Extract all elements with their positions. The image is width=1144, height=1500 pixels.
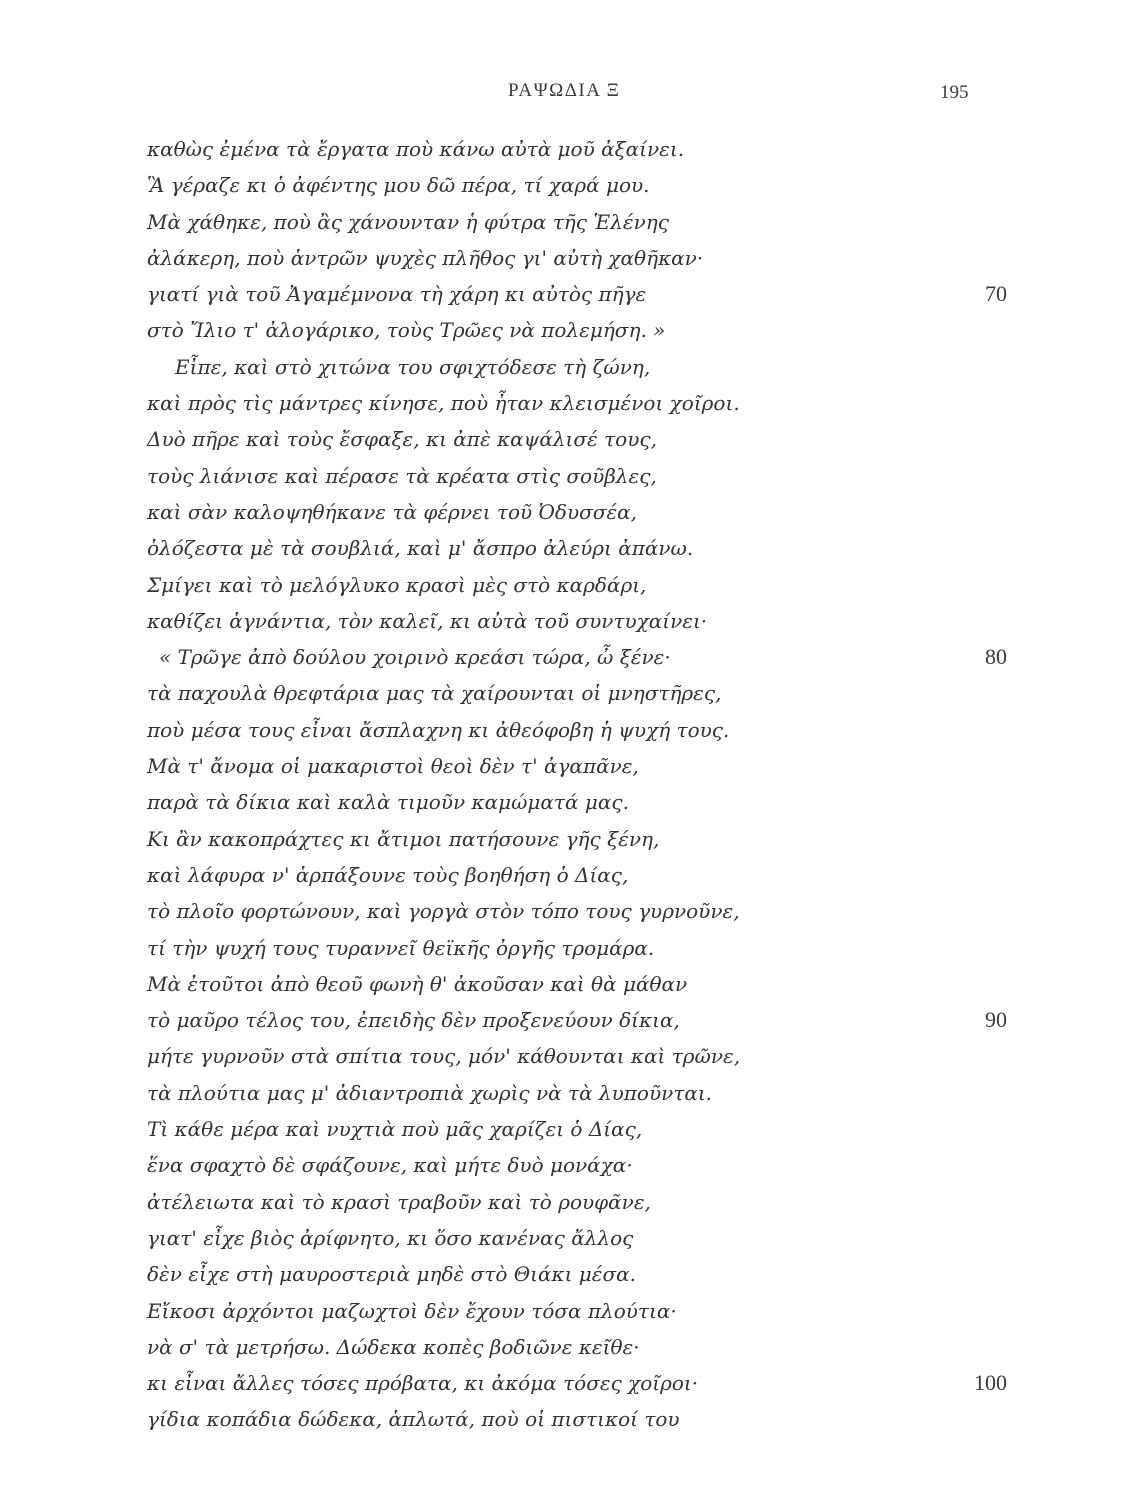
verse-text: Δυὸ πῆρε καὶ τοὺς ἔσφαξε, κι ἀπὲ καψάλισέ τους, (147, 427, 657, 452)
running-head (0, 80, 1144, 110)
verse-text: « Τρῶγε ἀπὸ δούλου χοιρινὸ κρεάσι τώρα, ὦ ξένε· (159, 645, 671, 670)
verse-line (147, 421, 1007, 457)
verse-line (147, 1111, 1007, 1147)
line-number: 100 (974, 1370, 1007, 1396)
verse-text: τοὺς λιάνισε καὶ πέρασε τὰ κρέατα στὶς σοῦβλες, (147, 463, 657, 488)
verse-line (147, 240, 1007, 276)
verse-text: ὁλόζεστα μὲ τὰ σουβλιά, καὶ μ' ἄσπρο ἀλεύρι ἀπάνω. (147, 536, 694, 561)
verse-line (147, 349, 1007, 385)
verse-line (147, 567, 1007, 603)
verse-text: τί τὴν ψυχή τους τυραννεῖ θεϊκῆς ὀργῆς τρομάρα. (147, 935, 655, 960)
verse-line (147, 1293, 1007, 1329)
verse-line (147, 385, 1007, 421)
verse-line (147, 458, 1007, 494)
verse-text: Σμίγει καὶ τὸ μελόγλυκο κρασὶ μὲς στὸ καρδάρι, (147, 572, 647, 597)
verse-line (147, 639, 1007, 675)
verse-line (147, 603, 1007, 639)
verse-text: Μὰ τ' ἄνομα οἱ μακαριστοὶ θεοὶ δὲν τ' ἀγαπᾶνε, (147, 754, 639, 779)
verse-text: παρὰ τὰ δίκια καὶ καλὰ τιμοῦν καμώματά μας. (147, 790, 629, 815)
verse-text: ἕνα σφαχτὸ δὲ σφάζουνε, καὶ μήτε δυὸ μονάχα· (147, 1153, 633, 1178)
verse-text: τὸ πλοῖο φορτώνουν, καὶ γοργὰ στὸν τόπο τους γυρνοῦνε, (147, 899, 740, 924)
verse-text: γίδια κοπάδια δώδεκα, ἁπλωτά, ποὺ οἱ πιστικοί του (147, 1407, 680, 1432)
verse-line (147, 131, 1007, 167)
verse-text: ποὺ μέσα τους εἶναι ἄσπλαχνη κι ἀθεόφοβη ἡ ψυχή τους. (147, 717, 730, 742)
verse-line (147, 1184, 1007, 1220)
verse-line (147, 1038, 1007, 1074)
verse-line (147, 893, 1007, 929)
verse-line (147, 748, 1007, 784)
verse-text: τὰ πλούτια μας μ' ἀδιαντροπιὰ χωρὶς νὰ τὰ λυποῦνται. (147, 1080, 713, 1105)
verse-line (147, 966, 1007, 1002)
verse-text: Κι ἂν κακοπράχτες κι ἄτιμοι πατήσουνε γῆς ξένη, (147, 826, 660, 851)
verse-text: Μὰ ἐτοῦτοι ἀπὸ θεοῦ φωνὴ θ' ἀκοῦσαν καὶ θὰ μάθαν (147, 971, 688, 996)
verse-text: τὰ παχουλὰ θρεφτάρια μας τὰ χαίρουνται οἱ μνηστῆρες, (147, 681, 722, 706)
verse-line (147, 312, 1007, 348)
verse-line (147, 1147, 1007, 1183)
chapter-title: ΡΑΨΩΔΙΑ Ξ (508, 80, 621, 101)
verse-line (147, 1075, 1007, 1111)
verse-text: καὶ λάφυρα ν' ἁρπάξουνε τοὺς βοηθήση ὁ Δίας, (147, 862, 629, 887)
verse-block (147, 131, 1007, 1438)
verse-line (147, 530, 1007, 566)
verse-line (147, 1365, 1007, 1401)
verse-text: Ἃ γέραζε κι ὁ ἀφέντης μου δῶ πέρα, τί χαρά μου. (147, 173, 650, 198)
verse-line (147, 675, 1007, 711)
verse-line (147, 494, 1007, 530)
line-number: 80 (985, 644, 1007, 670)
verse-text: ἀτέλειωτα καὶ τὸ κρασὶ τραβοῦν καὶ τὸ ρουφᾶνε, (147, 1189, 651, 1214)
verse-text: στὸ Ἴλιο τ' ἀλογάρικο, τοὺς Τρῶες νὰ πολεμήση. » (147, 318, 666, 343)
verse-text: γιατ' εἶχε βιὸς ἀρίφνητο, κι ὅσο κανένας ἄλλος (147, 1225, 634, 1250)
verse-line (147, 204, 1007, 240)
verse-line (147, 930, 1007, 966)
verse-text: Εἴκοσι ἀρχόντοι μαζωχτοὶ δὲν ἔχουν τόσα πλούτια· (147, 1298, 677, 1323)
verse-text: νὰ σ' τὰ μετρήσω. Δώδεκα κοπὲς βοδιῶνε κεῖθε· (147, 1334, 640, 1359)
verse-line (147, 1329, 1007, 1365)
verse-line (147, 167, 1007, 203)
verse-line (147, 784, 1007, 820)
page-number: 195 (940, 82, 969, 103)
verse-text: γιατί γιὰ τοῦ Ἀγαμέμνονα τὴ χάρη κι αὐτὸς πῆγε (147, 282, 647, 307)
verse-text: Μὰ χάθηκε, ποὺ ἂς χάνουνταν ἡ φύτρα τῆς Ἑλένης (147, 209, 669, 234)
verse-text: καὶ σὰν καλοψηθήκανε τὰ φέρνει τοῦ Ὀδυσσέα, (147, 499, 638, 524)
verse-line (147, 821, 1007, 857)
line-number: 90 (985, 1007, 1007, 1033)
verse-text: καθίζει ἀγνάντια, τὸν καλεῖ, κι αὐτὰ τοῦ συντυχαίνει· (147, 608, 708, 633)
verse-text: καὶ πρὸς τὶς μάντρες κίνησε, ποὺ ἦταν κλεισμένοι χοῖροι. (147, 391, 740, 416)
verse-text: Τὶ κάθε μέρα καὶ νυχτιὰ ποὺ μᾶς χαρίζει ὁ Δίας, (147, 1117, 643, 1142)
verse-text: ἀλάκερη, ποὺ ἀντρῶν ψυχὲς πλῆθος γι' αὐτὴ χαθῆκαν· (147, 245, 704, 270)
line-number: 70 (985, 281, 1007, 307)
verse-line (147, 1401, 1007, 1437)
verse-text: δὲν εἶχε στὴ μαυροστεριὰ μηδὲ στὸ Θιάκι μέσα. (147, 1262, 637, 1287)
verse-text: καθὼς ἐμένα τὰ ἔργατα ποὺ κάνω αὐτὰ μοῦ ἀξαίνει. (147, 137, 685, 161)
verse-line (147, 1220, 1007, 1256)
verse-text: Εἶπε, καὶ στὸ χιτώνα του σφιχτόδεσε τὴ ζώνη, (175, 354, 651, 379)
verse-line (147, 1002, 1007, 1038)
verse-line (147, 276, 1007, 312)
verse-text: τὸ μαῦρο τέλος του, ἐπειδὴς δὲν προξενεύουν δίκια, (147, 1008, 680, 1033)
verse-line (147, 1256, 1007, 1292)
verse-line (147, 712, 1007, 748)
verse-text: μήτε γυρνοῦν στὰ σπίτια τους, μόν' κάθουνται καὶ τρῶνε, (147, 1044, 741, 1069)
verse-text: κι εἶναι ἄλλες τόσες πρόβατα, κι ἀκόμα τόσες χοῖροι· (147, 1371, 699, 1396)
verse-line (147, 857, 1007, 893)
